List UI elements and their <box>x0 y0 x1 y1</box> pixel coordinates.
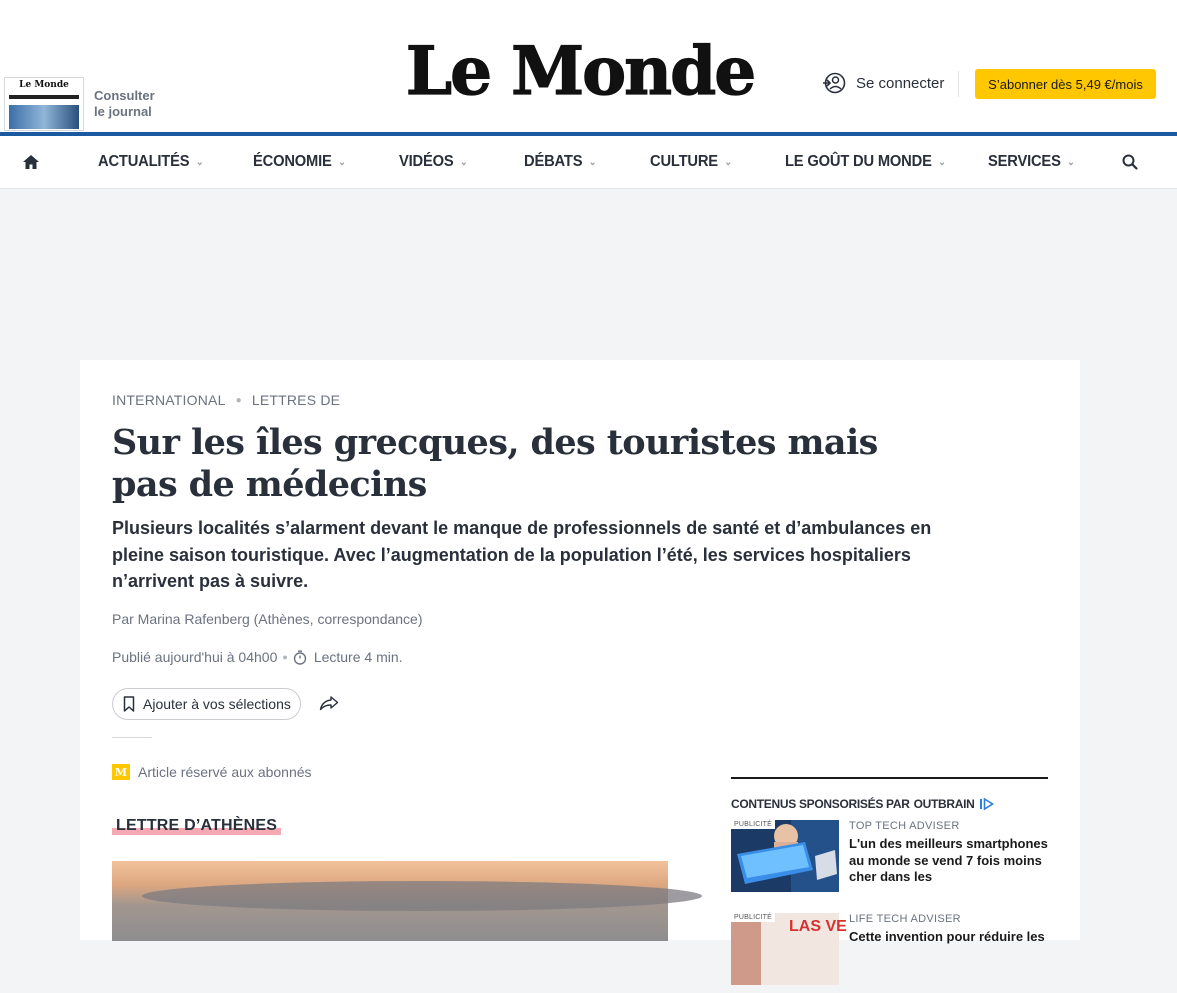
article-description: Plusieurs localités s’alarment devant le manque de professionnels de santé et d’ambulances en pleine saison touristique. Avec l’augmentation de la population l’été, les services hospitaliers n’arrivent pas à suivre. <box>112 518 932 591</box>
nav-item-label: ACTUALITÉS <box>98 153 190 170</box>
article-meta <box>112 649 403 665</box>
login-icon <box>822 72 846 94</box>
header-separator <box>958 71 959 97</box>
article-image-cloud <box>142 881 702 911</box>
sponsored-heading-text: CONTENUS SPONSORISÉS PAR <box>731 797 910 811</box>
chevron-down-icon: ⌄ <box>588 156 597 168</box>
journal-thumbnail-masthead: Le Monde <box>19 80 69 90</box>
kicker-section-link[interactable]: INTERNATIONAL <box>112 392 226 408</box>
nav-item-label: DÉBATS <box>524 153 583 170</box>
chevron-down-icon: ⌄ <box>1067 156 1075 168</box>
logo-text: Le Monde <box>405 32 755 110</box>
chevron-down-icon: ⌄ <box>459 156 468 168</box>
sponsored-title[interactable]: Cette invention pour réduire les <box>849 929 1045 944</box>
sponsored-item[interactable] <box>731 820 1048 900</box>
journal-thumbnail-photo <box>9 105 79 129</box>
reading-time: Lecture 4 min. <box>313 649 403 665</box>
chevron-down-icon: ⌄ <box>338 156 346 168</box>
article-kicker <box>112 392 340 408</box>
sponsored-source: LIFE TECH ADVISER <box>849 913 961 925</box>
subscriber-only-label: Article réservé aux abonnés <box>138 764 312 780</box>
timer-icon <box>293 650 307 665</box>
le-monde-logo <box>405 28 755 110</box>
article-image <box>112 861 668 941</box>
journal-label[interactable] <box>94 88 155 120</box>
ad-label: PUBLICITÉ <box>731 913 775 922</box>
nav-item-gout-du-monde[interactable] <box>785 153 946 171</box>
ad-label: PUBLICITÉ <box>731 820 775 829</box>
share-icon[interactable] <box>319 695 339 716</box>
chevron-down-icon: ⌄ <box>938 156 946 168</box>
nav-item-culture[interactable] <box>650 153 732 171</box>
nav-item-label: SERVICES <box>988 153 1061 170</box>
subscribe-button[interactable]: S’abonner dès 5,49 €/mois <box>975 69 1156 99</box>
nav-item-label: VIDÉOS <box>399 153 454 170</box>
nav-item-services[interactable] <box>988 153 1075 171</box>
home-icon[interactable] <box>22 154 40 175</box>
article-title: Sur les îles grecques, des touristes mais pas de médecins <box>112 422 878 505</box>
article-byline: Par Marina Rafenberg (Athènes, correspondance) <box>112 611 423 627</box>
las-vegas-ad-image <box>731 913 847 985</box>
chevron-down-icon: ⌄ <box>724 156 732 168</box>
sponsored-title[interactable]: L'un des meilleurs smartphones au monde se vend 7 fois moins cher dans les <box>849 836 1048 884</box>
outbrain-logo-icon[interactable] <box>980 798 994 810</box>
chevron-down-icon: ⌄ <box>195 156 204 168</box>
nav-item-label: CULTURE <box>650 153 718 170</box>
smartphone-ad-image <box>731 820 839 892</box>
kicker-rubric-link[interactable]: LETTRES DE <box>251 392 341 408</box>
outbrain-brand[interactable]: OUTBRAIN <box>913 797 975 811</box>
subscriber-only-notice <box>112 764 312 780</box>
add-to-selections-button[interactable] <box>112 688 301 720</box>
login-button[interactable] <box>822 72 944 94</box>
article-card <box>80 360 1080 944</box>
nav-item-debats[interactable] <box>524 153 596 171</box>
sponsored-divider <box>731 777 1048 779</box>
site-header <box>0 0 1177 132</box>
sponsored-heading <box>731 797 994 811</box>
journal-thumbnail[interactable] <box>4 77 84 131</box>
bookmark-icon <box>123 696 135 712</box>
journal-thumbnail-headline <box>9 95 79 99</box>
divider <box>112 737 152 738</box>
subscriber-badge-icon: M <box>112 764 130 780</box>
lettre-label: LETTRE D’ATHÈNES <box>112 817 281 835</box>
journal-label-line1: Consulter <box>94 88 155 103</box>
ad-image-text: LAS VE <box>789 918 847 935</box>
nav-item-economie[interactable] <box>253 153 346 171</box>
nav-item-label: ÉCONOMIE <box>253 153 332 170</box>
search-icon[interactable] <box>1122 154 1138 175</box>
site-logo[interactable] <box>405 28 755 110</box>
journal-link[interactable] <box>4 77 155 131</box>
sponsored-thumbnail[interactable] <box>731 913 847 985</box>
sponsored-source: TOP TECH ADVISER <box>849 820 960 832</box>
publish-date: Publié aujourd'hui à 04h00 <box>112 649 278 665</box>
nav-item-videos[interactable] <box>399 153 467 171</box>
sponsored-thumbnail[interactable] <box>731 820 839 892</box>
journal-label-line2: le journal <box>94 104 152 119</box>
login-label: Se connecter <box>856 74 945 92</box>
main-nav <box>0 136 1177 189</box>
meta-dot: ● <box>282 652 288 662</box>
sponsored-item[interactable] <box>731 913 1048 993</box>
kicker-dot: ● <box>235 394 242 406</box>
add-to-selections-label: Ajouter à vos sélections <box>143 696 291 712</box>
nav-item-actualites[interactable] <box>98 153 203 171</box>
nav-item-label: LE GOÛT DU MONDE <box>785 153 932 170</box>
